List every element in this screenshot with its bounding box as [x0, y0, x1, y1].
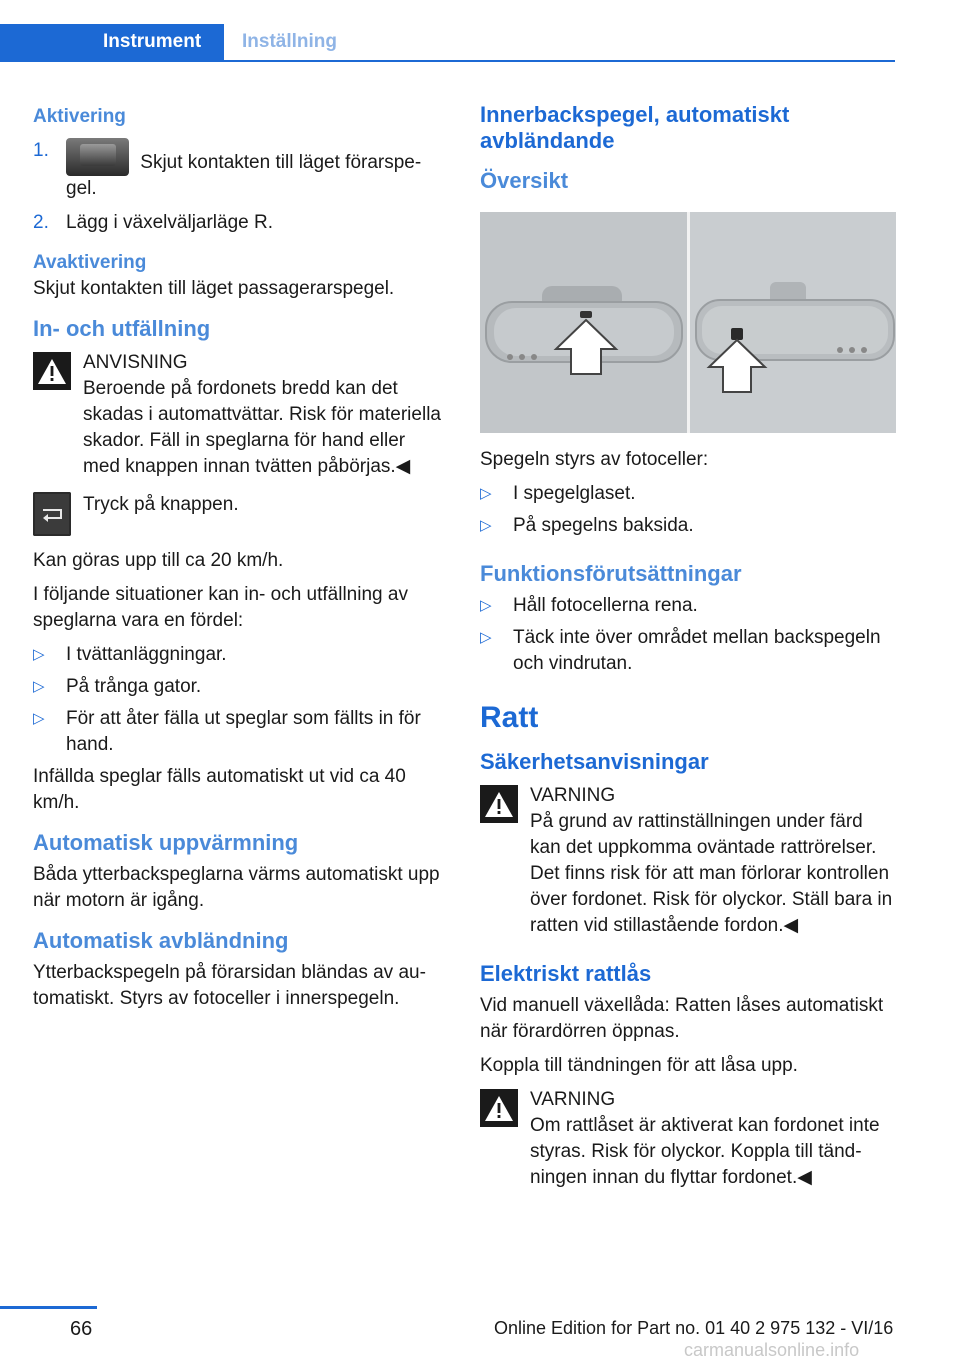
warning-triangle-icon	[480, 1089, 518, 1127]
bullet-triangle-icon: ▷	[480, 517, 492, 534]
list-item-text: På spegelns baksida.	[513, 515, 694, 536]
bullet-triangle-icon: ▷	[480, 629, 492, 646]
situations-intro: I följande situationer kan in- och utfällning av speglarna vara en fördel:	[33, 584, 408, 631]
rear-view-mirror-image	[480, 212, 896, 433]
bullet-triangle-icon: ▷	[480, 597, 492, 614]
list-item-text: Håll fotocellerna rena.	[513, 595, 698, 616]
uppvarmning-heading: Automatisk uppvärmning	[33, 830, 299, 855]
oversikt-heading: Översikt	[480, 168, 569, 193]
list-item	[33, 674, 441, 700]
bullet-triangle-icon: ▷	[33, 710, 45, 727]
list-item	[33, 706, 441, 758]
avaktivering-text: Skjut kontakten till läget passagerarspegel.	[33, 278, 395, 299]
bullet-triangle-icon: ▷	[33, 678, 45, 695]
auto-out-text: Infällda speglar fälls automatiskt ut vid ca 40 km/h.	[33, 766, 406, 813]
right-column	[480, 100, 896, 1199]
avblandning-text: Ytterbackspegeln på förarsidan bländas av automatiskt. Styrs av fotoceller i innerspegeln.	[33, 962, 426, 1009]
varning-body	[480, 809, 896, 939]
list-item	[33, 642, 441, 668]
avaktivering-heading: Avaktivering	[33, 252, 147, 273]
tab-instrument[interactable]: Instrument	[0, 24, 224, 60]
button-text: Tryck på knappen.	[83, 494, 239, 515]
step-number: 2.	[33, 212, 49, 233]
fold-button-instruction	[33, 492, 441, 536]
list-item-text: På trånga gator.	[66, 676, 202, 697]
list-item	[480, 481, 896, 507]
list-item	[480, 593, 896, 619]
anvisning-notice	[33, 350, 441, 480]
warning-triangle-icon	[33, 352, 71, 390]
rattlas-text: Vid manuell växellåda: Ratten låses automatiskt när förardörren öppnas.	[480, 995, 884, 1042]
varning-title: VARNING	[530, 1089, 616, 1110]
varning-body	[480, 1113, 896, 1191]
step-1	[33, 138, 441, 202]
page-number: 66	[70, 1318, 93, 1340]
koppla-text: Koppla till tändningen för att låsa upp.	[480, 1055, 798, 1076]
list-item-text: I tvättanläggningar.	[66, 644, 227, 665]
left-column	[33, 100, 441, 1020]
footer-rule	[0, 1306, 97, 1309]
list-item-text: I spegelglaset.	[513, 483, 636, 504]
list-item-text: Täck inte över området mellan backspegeln och vindrutan.	[513, 627, 881, 674]
avblandning-heading: Automatisk avbländning	[33, 928, 289, 953]
mirror-switch-icon	[66, 138, 129, 176]
sakerhet-heading: Säkerhetsanvisningar	[480, 749, 709, 774]
list-item	[480, 625, 896, 677]
mirror-fold-button-icon	[33, 492, 71, 536]
warning-triangle-icon	[480, 785, 518, 823]
forutsattningar-heading: Funktionsförutsättningar	[480, 561, 742, 586]
header-tab-bar	[0, 24, 895, 62]
rattlas-heading: Elektriskt rattlås	[480, 961, 652, 986]
varning-text: Om rattlåset är aktiverat kan fordonet inte styras. Risk för olyckor. Koppla till tändningen innan du flyttar fordonet.◀	[530, 1115, 880, 1188]
bullet-triangle-icon: ▷	[480, 485, 492, 502]
varning-notice-1	[480, 783, 896, 939]
list-item-text: För att åter fälla ut speglar som fällts in för hand.	[66, 708, 421, 755]
step-number: 1.	[33, 140, 49, 161]
bullet-triangle-icon: ▷	[33, 646, 45, 663]
step-text: Lägg i växelväljarläge R.	[66, 212, 274, 233]
varning-title: VARNING	[530, 785, 616, 806]
aktivering-heading: Aktivering	[33, 106, 126, 127]
varning-notice-2	[480, 1087, 896, 1191]
speed-text: Kan göras upp till ca 20 km/h.	[33, 550, 284, 571]
tab-installning[interactable]: Inställning	[242, 31, 337, 52]
list-item	[480, 513, 896, 539]
infallning-heading: In- och utfällning	[33, 316, 211, 341]
photocell-intro: Spegeln styrs av fotoceller:	[480, 449, 709, 470]
uppvarmning-text: Båda ytterbackspeglarna värms automatiskt upp när motorn är igång.	[33, 864, 440, 911]
edition-text: Online Edition for Part no. 01 40 2 975 132 - VI/16	[494, 1318, 894, 1338]
anvisning-title: ANVISNING	[83, 352, 188, 373]
anvisning-body	[33, 376, 441, 480]
varning-text: På grund av rattinställningen under färd kan det uppkomma oväntade rattrörelser. Det finns risk för att man förlorar kontrollen över fordonet. Risk för olyckor. Ställ bara in ratten vid stillastående fordon.◀	[530, 811, 893, 936]
watermark-text: carmanualsonline.info	[684, 1340, 860, 1360]
ratt-chapter-heading: Ratt	[480, 701, 539, 734]
inner-mirror-heading: Innerbackspegel, automatiskt avbländande	[480, 102, 790, 153]
step-text: Skjut kontakten till läget förarspegel.	[66, 152, 422, 199]
step-2	[33, 210, 441, 236]
anvisning-text: Beroende på fordonets bredd kan det skadas i automattvättar. Risk för materiella skador. Fäll in speglarna för hand eller med knappen innan tvätten påbörjas.◀	[83, 378, 441, 477]
